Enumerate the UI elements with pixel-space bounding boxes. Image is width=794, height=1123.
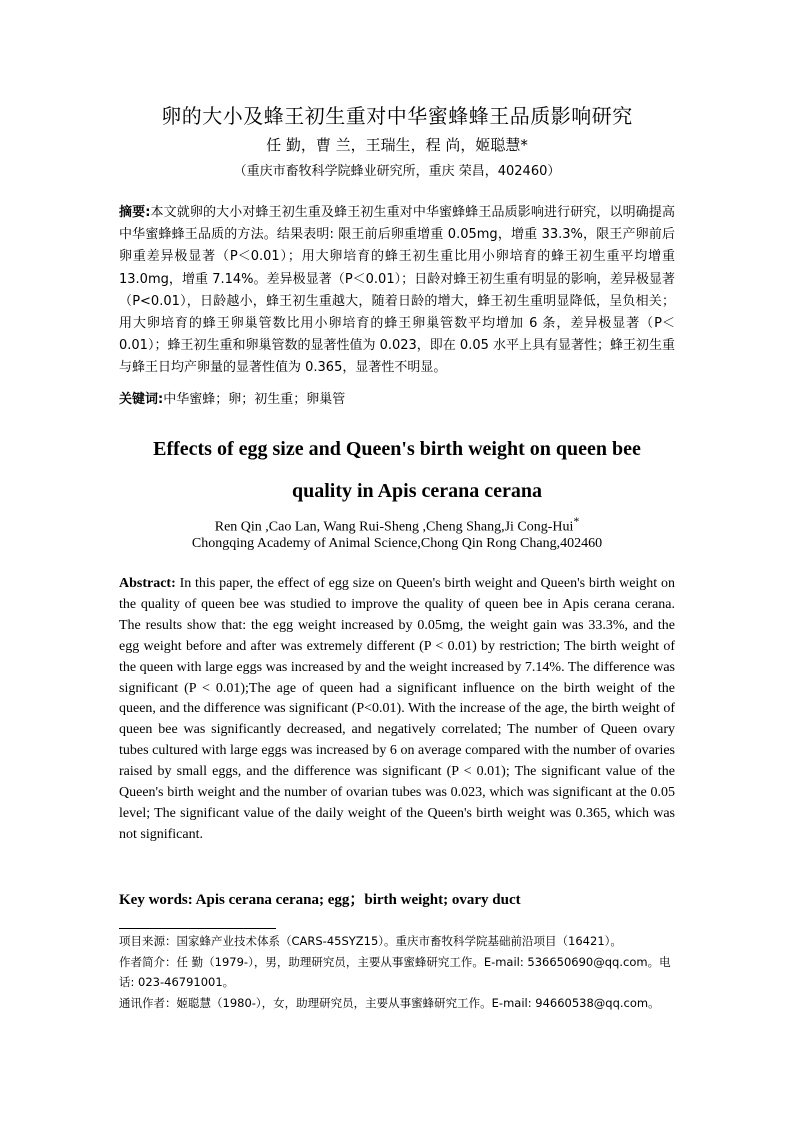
footnote-divider [119,928,276,929]
english-abstract-text: In this paper, the effect of egg size on Queen's birth weight and Queen's birth weight on the quality of queen bee was studied to improve the quality of queen bee in Apis cerana cerana. The results show that: the egg weight increased by 0.05mg, the weight gain was 33.3%, and the egg weight before and after was extremely different (P < 0.01) by restriction; The birth weight of the queen with large eggs was increased by and the weight increased by 7.14%. The difference was significant (P < 0.01);The age of queen had a significant influence on the birth weight of the queen, and the difference was significant (P<0.01). With the increase of the age, the birth weight of queen bee was significantly decreased, and negatively correlated; The number of Queen ovary tubes cultured with large eggs was increased by 6 on average compared with the number of ovaries raised by small eggs, and the difference was significant (P < 0.01); The significant value of the Queen's birth weight and the number of ovarian tubes was 0.023, which was significant at the 0.05 level; The significant value of the daily weight of the Queen's birth weight was 0.365, which was not significant. [119,576,676,842]
english-authors-names: Ren Qin ,Cao Lan, Wang Rui-Sheng ,Cheng Shang,Ji Cong-Hui [214,519,574,535]
footnote-author-intro: 作者简介：任 勤（1979-），男，助理研究员，主要从事蜜蜂研究工作。E-mail: 536650690@qq.com。电话: 023-46791001。 [119,954,671,989]
chinese-affiliation: （重庆市畜牧科学院蜂业研究所，重庆 荣昌，402460） [233,164,561,179]
footnotes [119,931,679,1013]
english-authors [0,515,794,536]
corresponding-mark: * [573,515,580,528]
english-affiliation: Chongqing Academy of Animal Science,Chong Qin Rong Chang,402460 [191,536,603,551]
english-title-line-2: quality in Apis cerana cerana [291,480,542,502]
chinese-abstract-text: 本文就卵的大小对蜂王初生重及蜂王初生重对中华蜜蜂蜂王品质影响进行研究，以明确提高中华蜜蜂蜂王品质的方法。结果表明: 限王前后卵重增重 0.05mg，增重 33.3%，限王产卵前后卵重差异极显著（P＜0.01）；用大卵培育的蜂王初生重比用小卵培育的蜂王初生重平均增重 13.0mg，增重 7.14%。差异极显著（P＜0.01）；日龄对蜂王初生重有明显的影响，差异极显著（P<0.01），日龄越小，蜂王初生重越大，随着日龄的增大，蜂王初生重明显降低，呈负相关；用大卵培育的蜂王卵巢管数比用小卵培育的蜂王卵巢管数平均增加 6 条，差异极显著（P＜0.01）；蜂王初生重和卵巢管数的显著性值为 0.023，即在 0.05 水平上具有显著性；蜂王初生重与蜂王日均产卵量的显著性值为 0.365，显著性不明显。 [119,205,676,376]
chinese-abstract [119,202,675,380]
chinese-abstract-label: 摘要: [119,205,151,220]
footnote-corresponding: 通讯作者：姬聪慧（1980-），女，助理研究员，主要从事蜜蜂研究工作。E-mail: 94660538@qq.com。 [119,995,660,1010]
chinese-keywords [119,388,675,407]
english-abstract [119,574,675,846]
footnote-funding: 项目来源：国家蜂产业技术体系（CARS-45SYZ15）。重庆市畜牧科学院基础前沿项目（16421）。 [119,934,622,948]
chinese-authors: 任 勤，曹 兰，王瑞生，程 尚，姬聪慧* [266,136,528,154]
chinese-keywords-text: 中华蜜蜂；卵；初生重；卵巢管 [163,392,346,407]
english-abstract-label: Abstract: [119,576,176,591]
english-keywords: Key words: Apis cerana cerana; egg；birth weight; ovary duct [119,892,521,908]
chinese-title: 卵的大小及蜂王初生重对中华蜜蜂蜂王品质影响研究 [161,104,633,128]
chinese-keywords-label: 关键词: [119,392,164,407]
english-title-line-1: Effects of egg size and Queen's birth weight on queen bee [153,438,641,460]
